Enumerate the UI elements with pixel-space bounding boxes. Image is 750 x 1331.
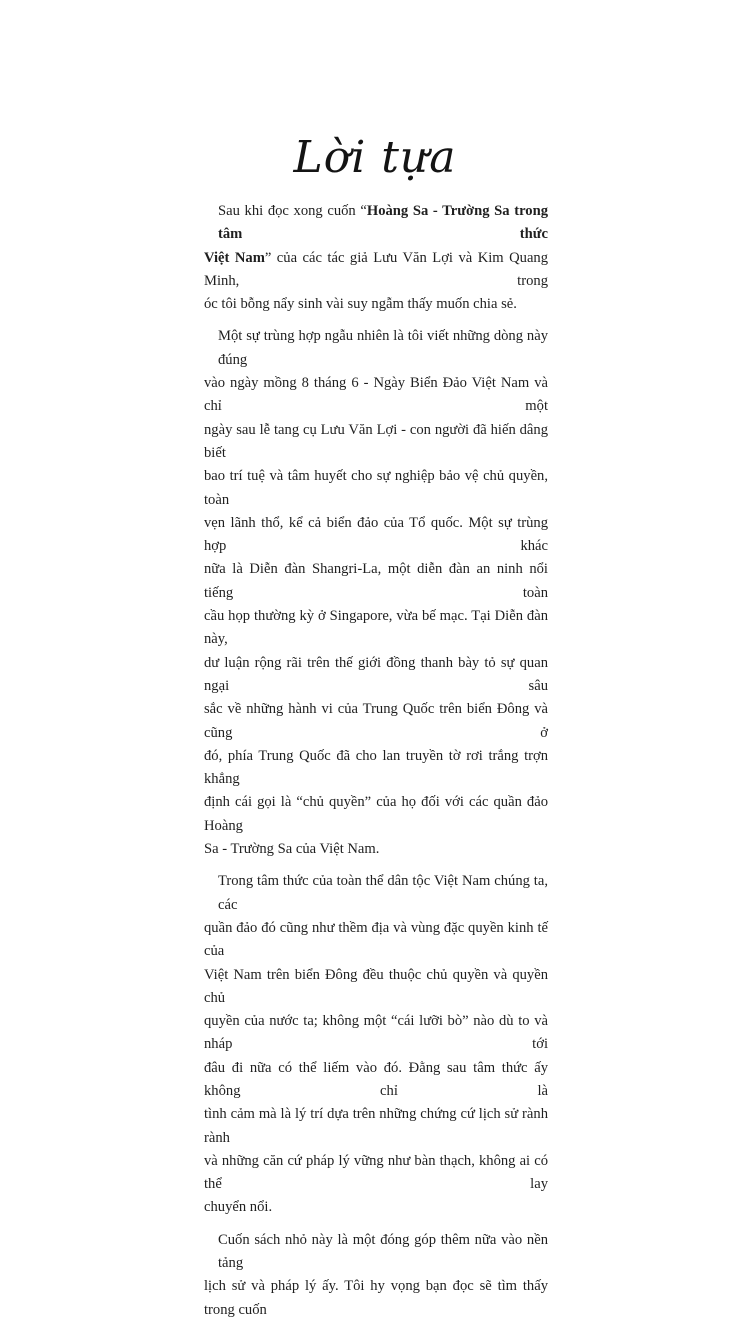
text-line	[204, 652, 548, 699]
book-title-text: Hoàng Sa - Trường Sa trong tâm thức	[218, 203, 549, 243]
book-title-text: Việt Nam	[204, 249, 265, 266]
paragraph	[204, 870, 548, 1219]
text-segment: quyền của nước ta; không một “cái lưỡi bò” nào dù to và nháp tới	[204, 1013, 548, 1053]
text-line	[204, 964, 548, 1011]
text-line	[204, 1057, 548, 1104]
text-segment: sắc về những hành vi của Trung Quốc trên biển Đông và cũng ở	[204, 701, 548, 741]
text-segment: dư luận rộng rãi trên thế giới đồng thanh bày tỏ sự quan ngại sâu	[204, 654, 548, 694]
text-segment: Trong tâm thức của toàn thể dân tộc Việt Nam chúng ta, các	[218, 873, 548, 913]
paragraph	[204, 1229, 548, 1322]
text-segment: tình cảm mà là lý trí dựa trên những chứng cứ lịch sử rành rành	[204, 1106, 548, 1146]
text-line	[204, 200, 548, 247]
text-segment: vẹn lãnh thổ, kể cả biển đảo của Tổ quốc. Một sự trùng hợp khác	[204, 514, 548, 555]
text-line	[204, 558, 548, 605]
text-segment: Sau khi đọc xong cuốn “	[218, 203, 367, 219]
text-segment: định cái gọi là “chủ quyền” của họ đối với các quần đảo Hoàng	[204, 794, 548, 834]
text-line	[204, 1196, 548, 1219]
text-line	[204, 838, 548, 861]
text-line	[204, 465, 548, 512]
text-segment: quần đảo đó cũng như thềm địa và vùng đặc quyền kinh tế của	[204, 919, 548, 960]
text-line	[204, 325, 548, 372]
paragraph	[204, 325, 548, 861]
text-line	[204, 293, 548, 316]
text-segment: ” của các tác giả Lưu Văn Lợi và Kim Quang Minh, trong	[204, 249, 549, 289]
text-line	[204, 745, 548, 792]
text-segment: cầu họp thường kỳ ở Singapore, vừa bế mạc. Tại Diễn đàn này,	[204, 608, 548, 648]
text-segment: óc tôi bỗng nẩy sinh vài suy ngẫm thấy muốn chia sẻ.	[204, 296, 517, 313]
text-segment: Một sự trùng hợp ngẫu nhiên là tôi viết những dòng này đúng	[218, 328, 548, 368]
text-segment: bao trí tuệ và tâm huyết cho sự nghiệp bảo vệ chủ quyền, toàn	[204, 468, 548, 508]
text-line	[204, 917, 548, 964]
text-segment: chuyển nổi.	[204, 1199, 273, 1216]
text-line	[204, 698, 548, 745]
text-line	[204, 419, 548, 466]
text-line	[204, 512, 548, 559]
page-title: Lời tựa	[293, 132, 457, 183]
text-line	[204, 1150, 548, 1197]
text-segment: đâu đi nữa có thể liếm vào đó. Đằng sau tâm thức ấy không chỉ là	[204, 1059, 548, 1099]
text-line	[204, 1010, 548, 1057]
text-segment: nữa là Diễn đàn Shangri-La, một diễn đàn an ninh nổi tiếng toàn	[204, 561, 548, 601]
text-line	[204, 247, 548, 294]
text-line	[204, 870, 548, 917]
text-segment: ngày sau lễ tang cụ Lưu Văn Lợi - con người đã hiến dâng biết	[204, 421, 548, 461]
text-line	[204, 372, 548, 419]
text-line	[204, 605, 548, 652]
text-segment: Việt Nam trên biển Đông đều thuộc chủ quyền và quyền chủ	[204, 966, 548, 1006]
body-text	[204, 200, 548, 1331]
text-segment: lịch sử và pháp lý ấy. Tôi hy vọng bạn đọc sẽ tìm thấy trong cuốn	[204, 1278, 548, 1318]
text-segment: và những căn cứ pháp lý vững như bàn thạch, không ai có thể lay	[204, 1152, 548, 1193]
text-line	[204, 791, 548, 838]
text-segment: Sa - Trường Sa của Việt Nam.	[204, 841, 380, 858]
paragraph	[204, 200, 548, 316]
text-line	[204, 1229, 548, 1276]
text-segment: đó, phía Trung Quốc đã cho lan truyền tờ rơi trắng trợn khẳng	[204, 747, 548, 788]
text-segment: vào ngày mồng 8 tháng 6 - Ngày Biển Đảo Việt Nam và chỉ một	[204, 375, 548, 415]
text-line	[204, 1275, 548, 1322]
text-segment: Cuốn sách nhỏ này là một đóng góp thêm nữa vào nền tảng	[218, 1231, 548, 1272]
text-line	[204, 1103, 548, 1150]
